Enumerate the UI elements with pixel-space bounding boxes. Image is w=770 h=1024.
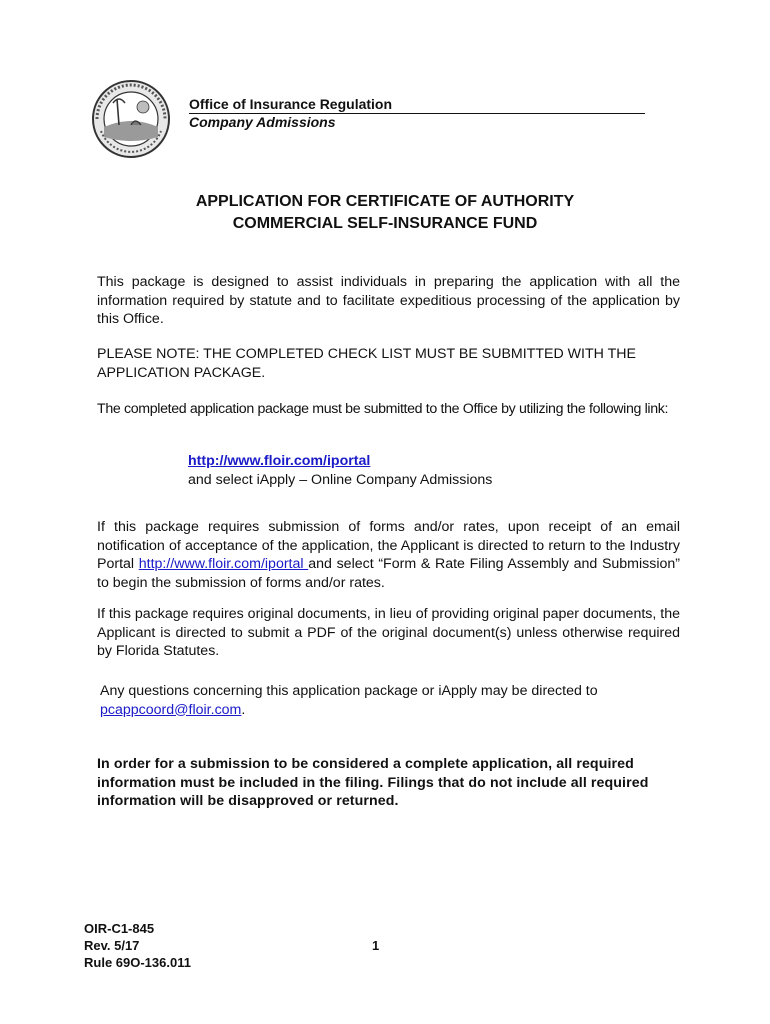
intro-paragraph: This package is designed to assist individuals in preparing the application with all the information required by statute and to facilitate expeditious processing of the application by this Office. <box>97 274 680 328</box>
forms-text-before: If this package requires submission of forms and/or rates, upon receipt of an email notification of acceptance of the application, the Applicant is directed to return to the Industry Portal <box>97 519 680 573</box>
industry-portal-link[interactable]: http://www.floir.com/iportal <box>138 556 309 573</box>
document-title <box>0 191 770 235</box>
title-line-1: APPLICATION FOR CERTIFICATE OF AUTHORITY <box>195 193 575 210</box>
letterhead <box>189 96 645 131</box>
email-link[interactable]: pcappcoord@floir.com <box>100 701 242 718</box>
completeness-warning: In order for a submission to be considered a complete application, all required information must be included in the filing. Filings that do not include all required information will be disapproved or returned. <box>97 756 649 810</box>
page-number: 1 <box>372 938 380 953</box>
questions-paragraph <box>100 682 683 719</box>
form-identifier <box>84 920 191 971</box>
iapply-instruction: and select iApply – Online Company Admissions <box>188 472 493 488</box>
florida-state-seal <box>91 79 171 159</box>
portal-link-block <box>188 452 492 490</box>
checklist-note: PLEASE NOTE: THE COMPLETED CHECK LIST MUST BE SUBMITTED WITH THE APPLICATION PACKAGE. <box>97 346 636 381</box>
original-documents-paragraph: If this package requires original documents, in lieu of providing original paper documents, the Applicant is directed to submit a PDF of the original document(s) unless otherwise required by Florida Statutes. <box>97 606 680 660</box>
department-name: Company Admissions <box>189 114 336 130</box>
submission-instructions: The completed application package must be submitted to the Office by utilizing the following link: <box>97 401 669 417</box>
email-period: . <box>241 701 246 718</box>
forms-rates-paragraph <box>97 518 680 592</box>
org-name: Office of Insurance Regulation <box>189 96 645 114</box>
questions-text: Any questions concerning this application package or iApply may be directed to <box>100 683 598 699</box>
rule-number: Rule 69O-136.011 <box>84 955 191 970</box>
iportal-link[interactable]: http://www.floir.com/iportal <box>188 453 371 469</box>
form-number: OIR-C1-845 <box>84 921 155 936</box>
forms-text-after: and select “Form & Rate Filing Assembly and Submission” to begin the submission of forms and/or rates. <box>97 556 681 591</box>
revision-date: Rev. 5/17 <box>84 938 140 953</box>
title-line-2: COMMERCIAL SELF-INSURANCE FUND <box>232 215 538 232</box>
